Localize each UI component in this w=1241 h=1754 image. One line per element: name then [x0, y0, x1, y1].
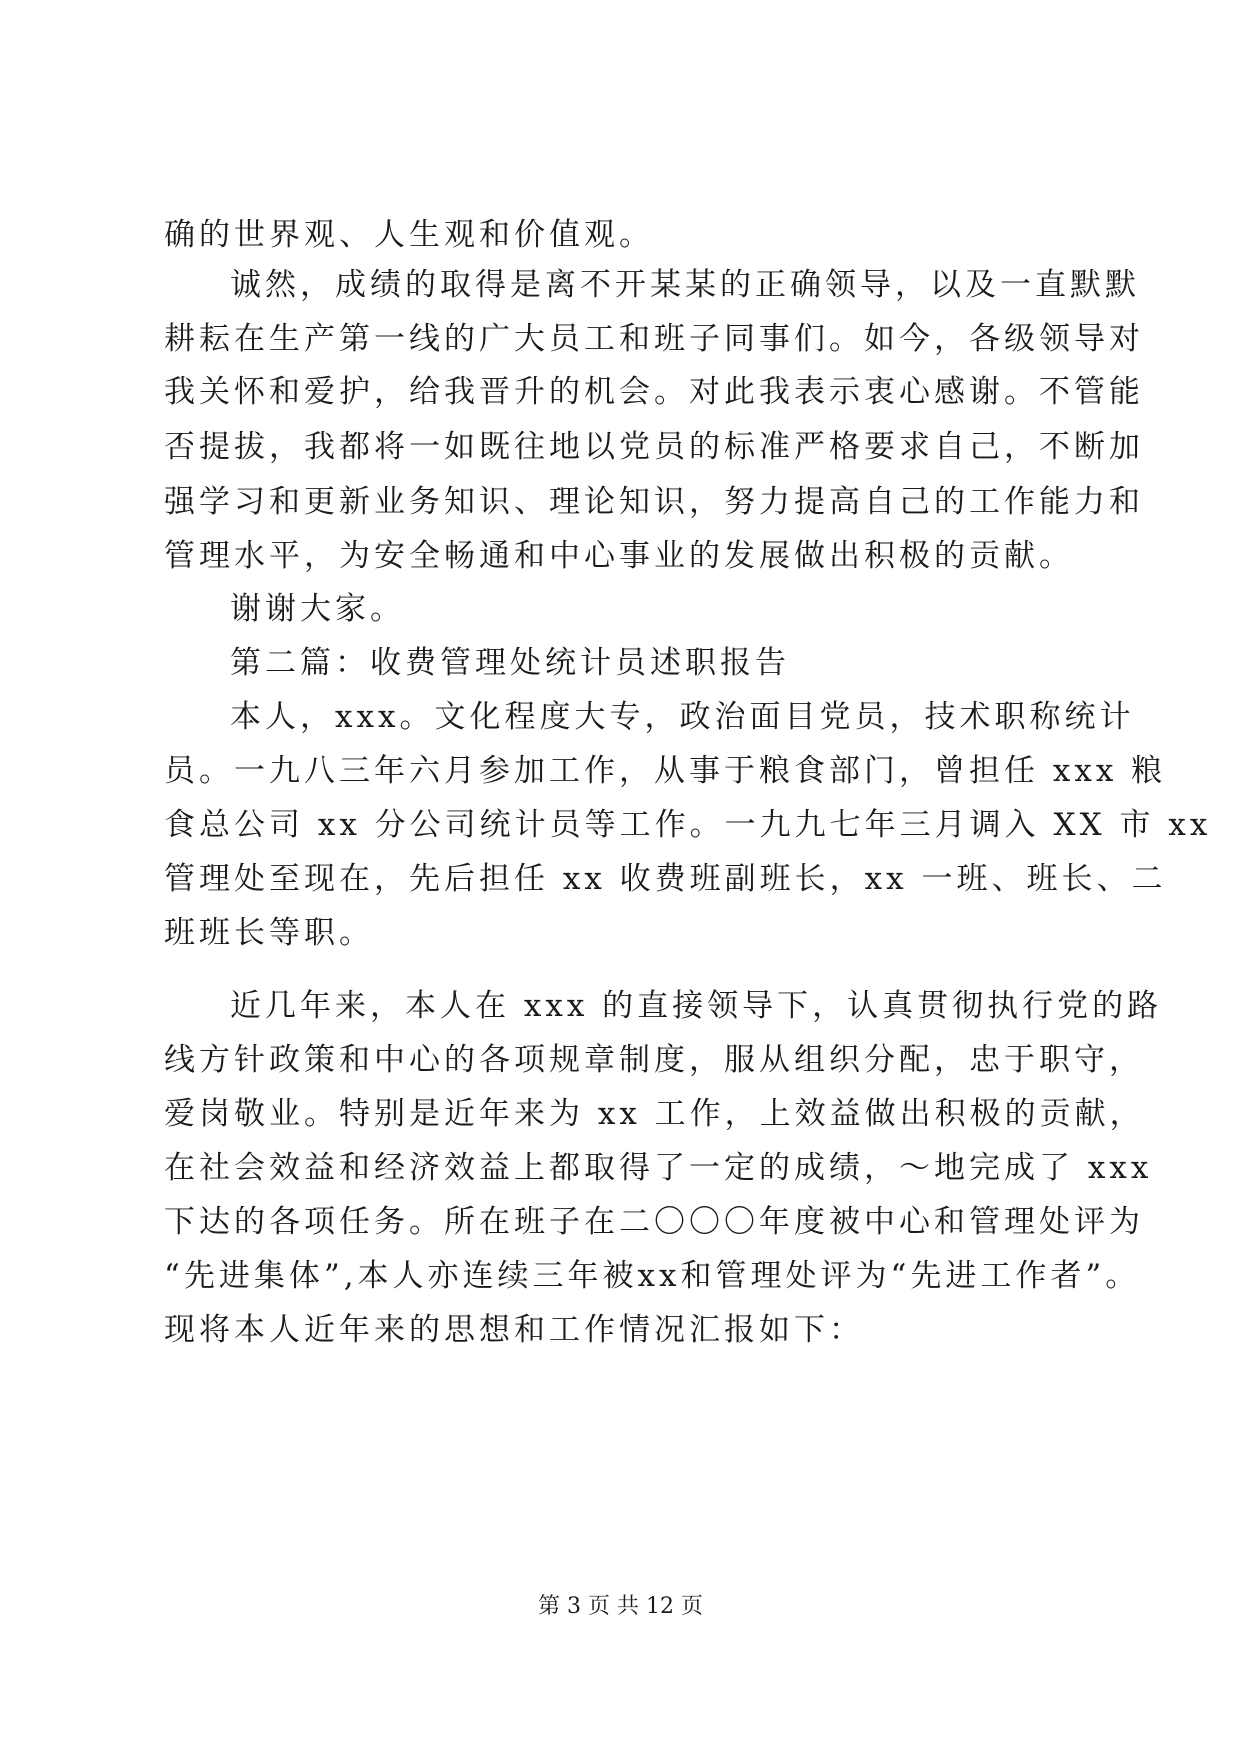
- text-line: 确的世界观、人生观和价值观。: [164, 217, 654, 253]
- text-line: 爱岗敬业。特别是近年来为 xx 工作，上效益做出积极的贡献，: [164, 1096, 1145, 1132]
- text-line: 食总公司 xx 分公司统计员等工作。一九九七年三月调入 XX 市 xx: [164, 807, 1212, 843]
- text-line: 耕耘在生产第一线的广大员工和班子同事们。如今，各级领导对: [164, 321, 1144, 357]
- text-line: 管理处至现在，先后担任 xx 收费班副班长，xx 一班、班长、二: [164, 861, 1167, 897]
- text-line: 管理水平，为安全畅通和中心事业的发展做出积极的贡献。: [164, 538, 1074, 574]
- text-line: 我关怀和爱护，给我晋升的机会。对此我表示衷心感谢。不管能: [164, 374, 1144, 410]
- text-line: “先进集体”,本人亦连续三年被xx和管理处评为“先进工作者”。: [164, 1258, 1141, 1294]
- text-line: 强学习和更新业务知识、理论知识，努力提高自己的工作能力和: [164, 484, 1144, 520]
- text-line: 现将本人近年来的思想和工作情况汇报如下：: [164, 1312, 864, 1348]
- text-line: 谢谢大家。: [230, 591, 405, 627]
- text-line: 否提拔，我都将一如既往地以党员的标准严格要求自己，不断加: [164, 429, 1144, 465]
- text-line: 员。一九八三年六月参加工作，从事于粮食部门，曾担任 xxx 粮: [164, 753, 1167, 789]
- section-heading: 第二篇：收费管理处统计员述职报告: [230, 645, 790, 681]
- text-line: 线方针政策和中心的各项规章制度，服从组织分配，忠于职守，: [164, 1042, 1144, 1078]
- text-line: 班班长等职。: [164, 915, 374, 951]
- text-line: 下达的各项任务。所在班子在二〇〇〇年度被中心和管理处评为: [164, 1204, 1144, 1240]
- page-number: 第 3 页 共 12 页: [538, 1594, 703, 1619]
- text-line: 近几年来，本人在 xxx 的直接领导下，认真贯彻执行党的路: [230, 988, 1163, 1024]
- text-line: 本人，xxx。文化程度大专，政治面目党员，技术职称统计: [230, 699, 1135, 735]
- text-line: 诚然，成绩的取得是离不开某某的正确领导，以及一直默默: [230, 267, 1140, 303]
- text-line: 在社会效益和经济效益上都取得了一定的成绩，～地完成了 xxx: [164, 1150, 1153, 1186]
